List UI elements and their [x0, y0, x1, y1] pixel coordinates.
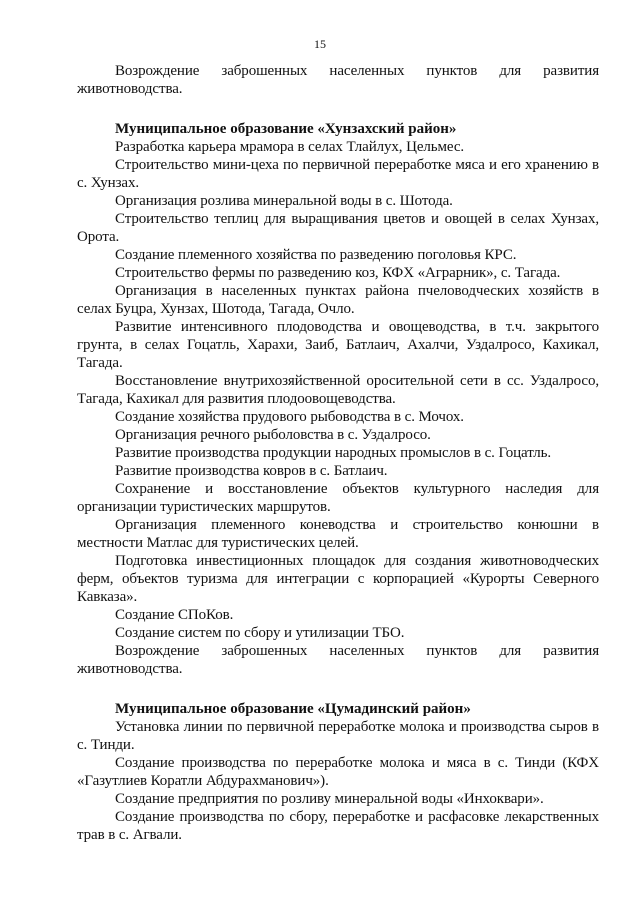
paragraph: Организация розлива минеральной воды в с. Шотода. — [115, 193, 453, 209]
paragraph: Подготовка инвестиционных площадок для создания животноводческих ферм, объектов туризма для интеграции с корпорацией «Курорты Северного Кавказа». — [77, 553, 599, 605]
paragraph: Восстановление внутрихозяйственной оросительной сети в сс. Уздалросо, Тагада, Кахикал для развития плодоовощеводства. — [77, 373, 599, 407]
paragraph: Строительство мини-цеха по первичной переработке мяса и его хранению в с. Хунзах. — [77, 157, 599, 191]
paragraph: Создание систем по сбору и утилизации ТБО. — [115, 625, 405, 641]
paragraph: Строительство теплиц для выращивания цветов и овощей в селах Хунзах, Орота. — [77, 211, 599, 245]
paragraph: Развитие производства продукции народных промыслов в с. Гоцатль. — [115, 445, 552, 461]
paragraph: Создание СПоКов. — [115, 607, 234, 623]
paragraph: Организация в населенных пунктах района пчеловодческих хозяйств в селах Буцра, Хунзах, Шотода, Тагада, Очло. — [77, 283, 599, 317]
paragraph: Разработка карьера мрамора в селах Тлайлух, Цельмес. — [115, 139, 465, 155]
paragraph: Организация речного рыболовства в с. Уздалросо. — [115, 427, 431, 443]
paragraph: Создание производства по сбору, переработке и расфасовке лекарственных трав в с. Агвали. — [77, 809, 599, 843]
paragraph: Сохранение и восстановление объектов культурного наследия для организации туристических маршрутов. — [77, 481, 599, 515]
section-heading-khunzakh: Муниципальное образование «Хунзахский район» — [115, 121, 457, 137]
paragraph: Создание производства по переработке молока и мяса в с. Тинди (КФХ «Газутлиев Коратли Абдурахманович»). — [77, 755, 599, 789]
paragraph: Создание хозяйства прудового рыбоводства в с. Мочох. — [115, 409, 464, 425]
section-heading-tsumada: Муниципальное образование «Цумадинский район» — [115, 701, 471, 717]
paragraph: Создание предприятия по розливу минеральной воды «Инхоквари». — [115, 791, 544, 807]
paragraph: Организация племенного коневодства и строительство конюшни в местности Матлас для туристических целей. — [77, 517, 599, 551]
paragraph: Развитие производства ковров в с. Батлаич. — [115, 463, 388, 479]
paragraph: Установка линии по первичной переработке молока и производства сыров в с. Тинди. — [77, 719, 599, 753]
page-number: 15 — [314, 37, 326, 51]
paragraph: Строительство фермы по разведению коз, КФХ «Аграрник», с. Тагада. — [115, 265, 561, 281]
paragraph: Возрождение заброшенных населенных пунктов для развития животноводства. — [77, 63, 599, 97]
paragraph: Развитие интенсивного плодоводства и овощеводства, в т.ч. закрытого грунта, в селах Гоцатль, Харахи, Заиб, Батлаич, Ахалчи, Уздалросо, Кахикал, Тагада. — [77, 319, 599, 371]
document-body — [77, 62, 599, 844]
paragraph: Возрождение заброшенных населенных пунктов для развития животноводства. — [77, 643, 599, 677]
paragraph: Создание племенного хозяйства по разведению поголовья КРС. — [115, 247, 517, 263]
